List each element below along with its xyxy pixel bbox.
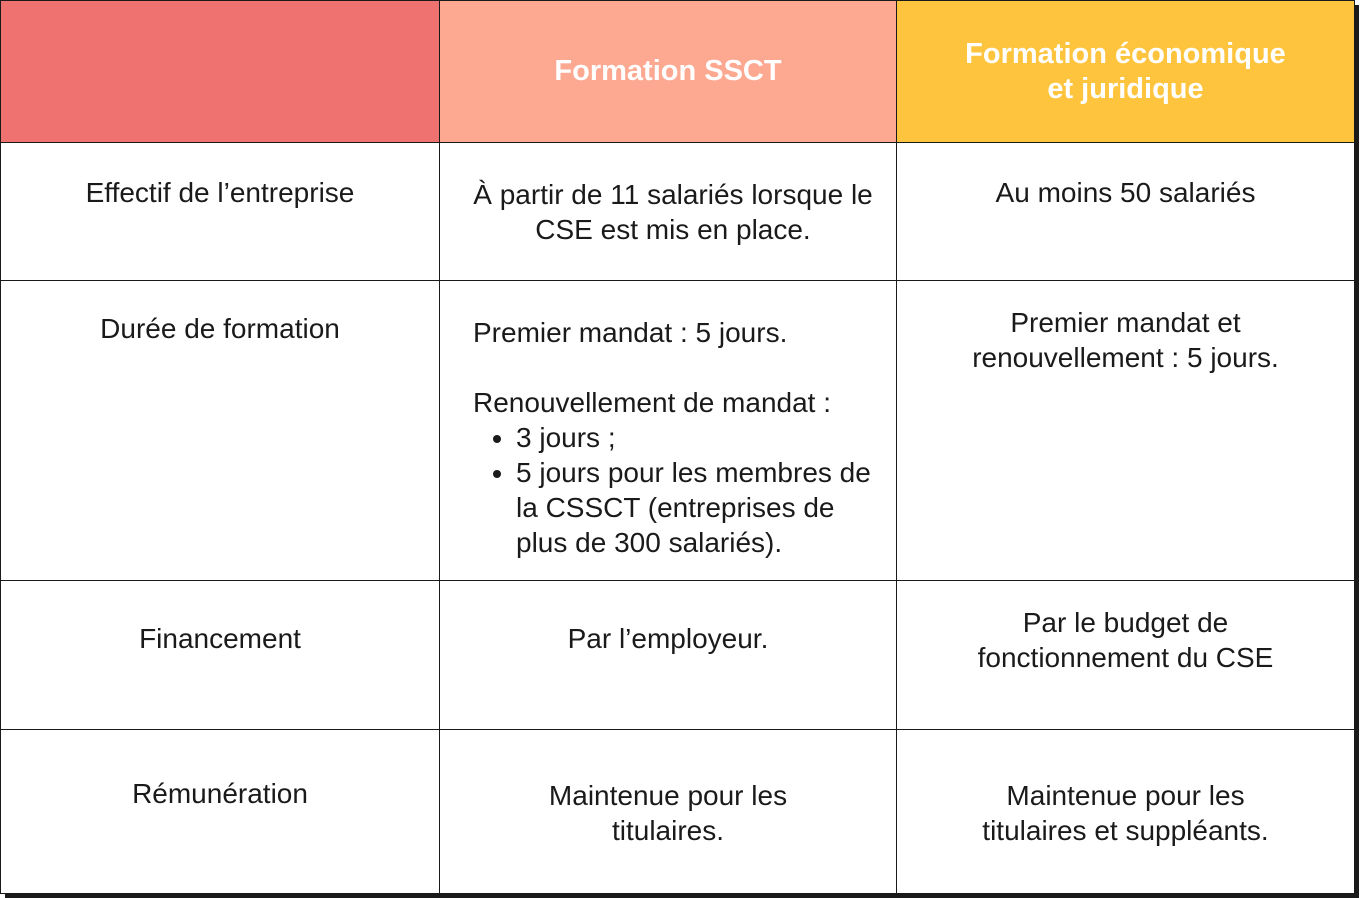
cell-duree-eco — [897, 281, 1355, 581]
header-formation-economique-label: Formation économique et juridique — [965, 37, 1286, 105]
table-row-effectif — [1, 143, 1355, 281]
cell-effectif-ssct-text: À partir de 11 salariés lorsque le CSE est mis en place. — [473, 179, 873, 245]
row-label-effectif: Effectif de l’entreprise — [1, 143, 440, 281]
duree-ssct-renewal-list — [473, 420, 874, 560]
duree-ssct-first-mandate: Premier mandat : 5 jours. — [473, 317, 788, 348]
cell-duree-eco-text: Premier mandat et renouvellement : 5 jours. — [972, 307, 1279, 373]
list-item: • 5 jours pour les membres de la CSSCT (entreprises de plus de 300 salariés). — [516, 455, 874, 560]
cell-remuneration-ssct — [440, 730, 897, 894]
cell-remuneration-ssct-text: Maintenue pour les titulaires. — [548, 780, 788, 846]
header-row — [1, 1, 1355, 143]
list-item: • 3 jours ; — [516, 420, 874, 455]
cell-duree-ssct — [440, 281, 897, 581]
cell-remuneration-eco — [897, 730, 1355, 894]
table-row-duree — [1, 281, 1355, 581]
cell-financement-eco-text: Par le budget de fonctionnement du CSE — [977, 607, 1274, 673]
header-empty-cell — [1, 1, 440, 143]
row-label-financement: Financement — [1, 581, 440, 730]
cell-effectif-ssct — [440, 143, 897, 281]
row-label-remuneration: Rémunération — [1, 730, 440, 894]
cell-effectif-eco: Au moins 50 salariés — [897, 143, 1355, 281]
cell-remuneration-eco-text: Maintenue pour les titulaires et suppléants. — [982, 780, 1269, 846]
cell-financement-eco — [897, 581, 1355, 730]
header-formation-economique — [897, 1, 1355, 143]
header-formation-ssct: Formation SSCT — [440, 1, 897, 143]
table-row-remuneration — [1, 730, 1355, 894]
row-label-duree: Durée de formation — [1, 281, 440, 581]
duree-ssct-renewal-heading: Renouvellement de mandat : — [473, 387, 831, 418]
table-row-financement — [1, 581, 1355, 730]
cell-financement-ssct: Par l’employeur. — [440, 581, 897, 730]
